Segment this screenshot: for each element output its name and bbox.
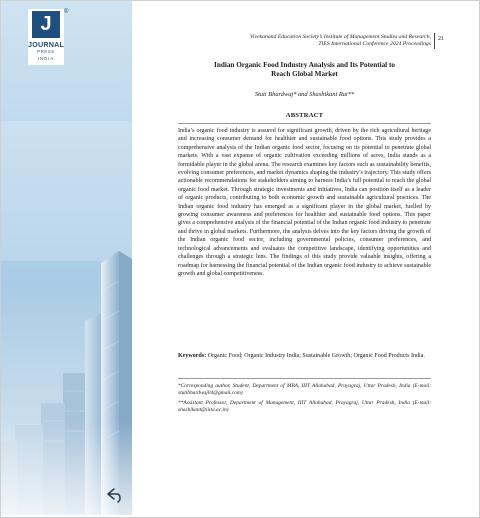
abstract-divider [178,123,431,124]
logo-name: JOURNAL [28,40,65,49]
footnote-assistant-professor: **Assistant Professor, Department of Management, IIIT Allahabad, Prayagraj, Uttar Pradesh, India (E-mail: shashikant@iiita.ac.in) [178,400,431,414]
logo-mark: J [32,11,60,38]
logo-line2: PRESS [37,49,55,54]
paper-title-line1: Indian Organic Food Industry Analysis and Its Potential to [214,61,395,69]
running-header-line2: TIES International Conference 2024 Proceedings [318,41,431,47]
abstract-text: India’s organic food industry is assured for significant growth, driven by the rich agricultural heritage and increasing consumer demand for healthier and sustainable food options. This study provides a comprehensive analysis of the Indian organic food sector, focusing on its potential to penetrate global markets. With a vast expanse of organic cultivation exceeding millions of acres, India stands as a formidable player in the global arena. The research examines key factors such as sustainability benefits, evolving consumer preferences, and market dynamics shaping the industry’s trajectory. This study offers actionable recommendations for stakeholders aiming to harness India’s full potential to reach the global organic food market. Through strategic investments and initiatives, India can position itself as a leader of organic products, contributing to both economic growth and sustainable agricultural practices. The Indian organic food industry has emerged as a significant player in the global market, fuelled by growing consumer awareness and preferences for healthier and sustainable food options. This paper gives a comprehensive analysis of the financial potential of the Indian organic food industry to penetrate and thrive in global markets. Furthermore, the analysis delves into the key factors driving the growth of the Indian organic food sector, including governmental policies, consumer preferences, and technological advancements and evaluates the competitive landscape, identifying opportunities and challenges through a strategic lens. The findings of this study provide valuable insights, offering a roadmap for harnessing the financial potential of the Indian organic food industry to achieve sustainable growth and global competitiveness. [178,128,431,277]
running-header [178,34,431,48]
footnote-corresponding-author: *Corresponding author, Student, Department of MBA, IIIT Allahabad, Prayagraj, Uttar Pradesh, India (E-mail: stutibhardwaj04@gmail.com) [178,383,431,397]
keywords-text: Organic Food; Organic Industry India; Sustainable Growth; Organic Food Products India. [207,353,425,359]
abstract-heading: ABSTRACT [285,112,324,119]
logo-line3: INDIA [37,56,55,61]
keywords-label: Keywords: [178,353,207,359]
journal-press-logo [28,9,69,65]
skyline-illustration [1,1,132,515]
keywords [178,352,431,360]
page-number: 21 [438,36,444,42]
back-arrow-icon[interactable] [107,487,125,503]
cover-sidebar [1,1,132,515]
footnote-divider [178,378,431,379]
paper-authors: Stuti Bhardwaj* and Shashikant Rai** [254,91,355,98]
running-header-line1: Vivekanand Education Society’s Institute of Management Studies and Research, [249,34,431,40]
header-divider [434,33,435,49]
paper-title-line2: Reach Global Market [271,70,338,78]
registered-mark: ® [64,9,69,15]
paper-title [178,61,431,79]
